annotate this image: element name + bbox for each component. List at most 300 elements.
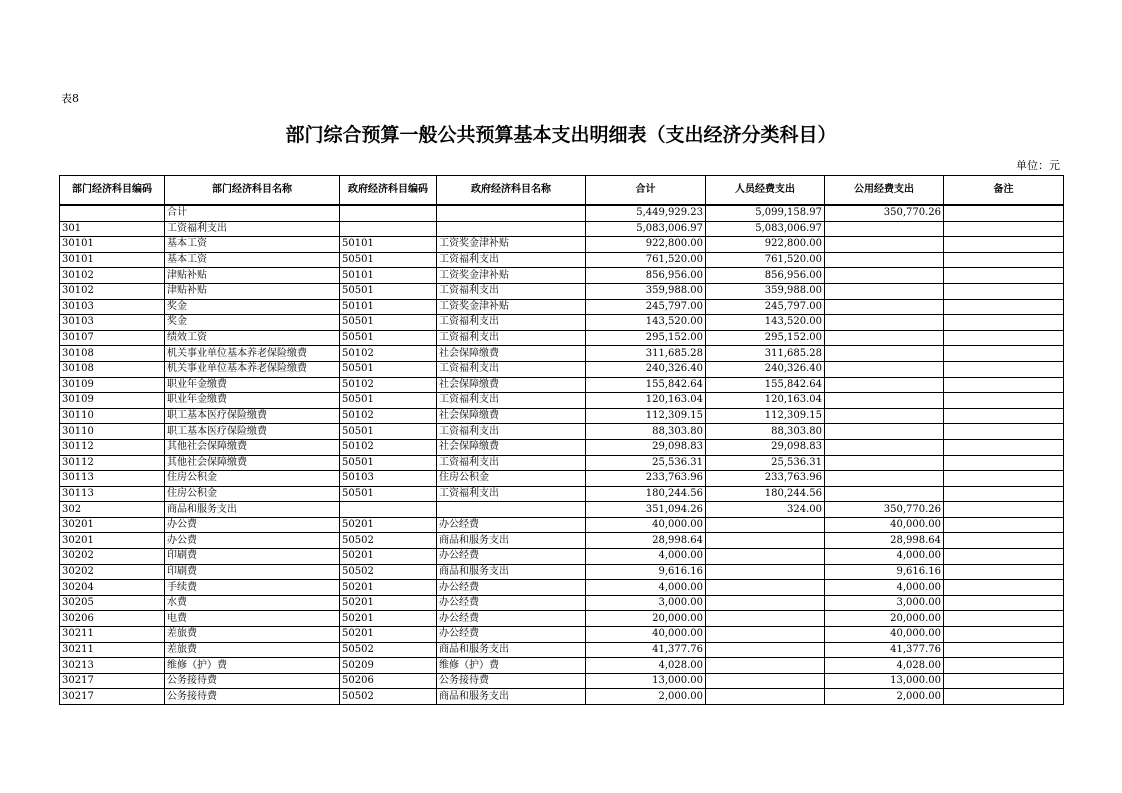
table-row: [60, 252, 1064, 268]
table-row: [60, 408, 1064, 424]
cell-dept-name: 其他社会保障缴费: [165, 439, 340, 455]
cell-gov-name: [437, 221, 586, 237]
col-header-personnel: 人员经费支出: [706, 176, 825, 206]
cell-note: [944, 502, 1064, 518]
cell-dept-code: 30201: [60, 517, 165, 533]
cell-public: 40,000.00: [825, 627, 944, 643]
cell-dept-name: 工资福利支出: [165, 221, 340, 237]
cell-gov-name: 办公经费: [437, 549, 586, 565]
page-title: 部门综合预算一般公共预算基本支出明细表（支出经济分类科目）: [285, 124, 837, 146]
cell-dept-name: 水费: [165, 595, 340, 611]
cell-total: 112,309.15: [586, 408, 706, 424]
cell-public: 350,770.26: [825, 205, 944, 221]
cell-dept-name: 机关事业单位基本养老保险缴费: [165, 346, 340, 362]
cell-public: [825, 455, 944, 471]
cell-dept-code: 30112: [60, 455, 165, 471]
cell-gov-code: 50102: [340, 346, 437, 362]
cell-dept-code: 30107: [60, 330, 165, 346]
table-row: [60, 486, 1064, 502]
cell-dept-code: 30204: [60, 580, 165, 596]
cell-gov-name: 办公经费: [437, 595, 586, 611]
cell-gov-name: [437, 205, 586, 221]
cell-gov-name: 工资奖金津补贴: [437, 268, 586, 284]
cell-dept-code: 30103: [60, 315, 165, 331]
cell-total: 4,028.00: [586, 658, 706, 674]
cell-public: [825, 377, 944, 393]
cell-gov-name: 工资福利支出: [437, 252, 586, 268]
cell-personnel: 88,303.80: [706, 424, 825, 440]
cell-dept-name: 公务接待费: [165, 689, 340, 705]
cell-note: [944, 377, 1064, 393]
cell-dept-name: 印刷费: [165, 549, 340, 565]
table-row: [60, 455, 1064, 471]
cell-note: [944, 455, 1064, 471]
col-header-total: 合计: [586, 176, 706, 206]
cell-note: [944, 627, 1064, 643]
cell-gov-name: 办公经费: [437, 580, 586, 596]
cell-note: [944, 361, 1064, 377]
cell-gov-name: 商品和服务支出: [437, 564, 586, 580]
cell-dept-code: 30108: [60, 361, 165, 377]
cell-gov-code: [340, 502, 437, 518]
cell-public: [825, 283, 944, 299]
table-row: [60, 673, 1064, 689]
col-header-note: 备注: [944, 176, 1064, 206]
cell-total: 28,998.64: [586, 533, 706, 549]
cell-total: 240,326.40: [586, 361, 706, 377]
cell-gov-code: [340, 221, 437, 237]
cell-dept-name: 差旅费: [165, 627, 340, 643]
cell-personnel: 120,163.04: [706, 393, 825, 409]
cell-total: 3,000.00: [586, 595, 706, 611]
cell-gov-code: 50502: [340, 564, 437, 580]
cell-dept-code: 30202: [60, 564, 165, 580]
cell-public: [825, 408, 944, 424]
cell-public: 3,000.00: [825, 595, 944, 611]
cell-gov-name: 工资奖金津补贴: [437, 237, 586, 253]
cell-gov-code: 50501: [340, 283, 437, 299]
cell-gov-code: 50501: [340, 455, 437, 471]
cell-gov-code: 50102: [340, 439, 437, 455]
cell-note: [944, 439, 1064, 455]
cell-gov-name: 社会保障缴费: [437, 377, 586, 393]
cell-public: 20,000.00: [825, 611, 944, 627]
cell-total: 5,083,006.97: [586, 221, 706, 237]
table-row: [60, 439, 1064, 455]
cell-dept-code: 30211: [60, 642, 165, 658]
cell-personnel: 25,536.31: [706, 455, 825, 471]
cell-dept-code: 30205: [60, 595, 165, 611]
cell-gov-code: [340, 205, 437, 221]
cell-note: [944, 689, 1064, 705]
cell-dept-code: 301: [60, 221, 165, 237]
table-row: [60, 595, 1064, 611]
cell-note: [944, 658, 1064, 674]
cell-gov-code: 50103: [340, 471, 437, 487]
col-header-gov-code: 政府经济科目编码: [340, 176, 437, 206]
cell-total: 4,000.00: [586, 549, 706, 565]
cell-gov-name: 住房公积金: [437, 471, 586, 487]
table-row: [60, 221, 1064, 237]
cell-dept-code: [60, 205, 165, 221]
cell-gov-name: 维修（护）费: [437, 658, 586, 674]
table-row: [60, 658, 1064, 674]
cell-note: [944, 268, 1064, 284]
cell-public: [825, 346, 944, 362]
cell-dept-name: 印刷费: [165, 564, 340, 580]
cell-personnel: [706, 580, 825, 596]
cell-public: 4,000.00: [825, 580, 944, 596]
cell-personnel: 324.00: [706, 502, 825, 518]
cell-public: 41,377.76: [825, 642, 944, 658]
table-row: [60, 393, 1064, 409]
cell-public: 4,028.00: [825, 658, 944, 674]
cell-total: 5,449,929.23: [586, 205, 706, 221]
cell-gov-name: 办公经费: [437, 627, 586, 643]
cell-total: 9,616.16: [586, 564, 706, 580]
cell-gov-name: 办公经费: [437, 611, 586, 627]
table-row: [60, 517, 1064, 533]
table-row: [60, 549, 1064, 565]
cell-dept-name: 住房公积金: [165, 486, 340, 502]
cell-gov-name: 商品和服务支出: [437, 642, 586, 658]
cell-gov-code: 50201: [340, 627, 437, 643]
cell-gov-code: 50501: [340, 252, 437, 268]
cell-dept-code: 30213: [60, 658, 165, 674]
cell-dept-name: 维修（护）费: [165, 658, 340, 674]
cell-note: [944, 315, 1064, 331]
cell-public: [825, 330, 944, 346]
cell-personnel: 856,956.00: [706, 268, 825, 284]
cell-dept-name: 职业年金缴费: [165, 377, 340, 393]
cell-gov-name: 公务接待费: [437, 673, 586, 689]
table-row: [60, 424, 1064, 440]
cell-note: [944, 486, 1064, 502]
cell-public: 9,616.16: [825, 564, 944, 580]
cell-dept-code: 30217: [60, 689, 165, 705]
table-row: [60, 627, 1064, 643]
cell-gov-code: 50201: [340, 595, 437, 611]
cell-dept-name: 住房公积金: [165, 471, 340, 487]
table-row: [60, 268, 1064, 284]
cell-gov-code: 50102: [340, 377, 437, 393]
cell-dept-code: 30110: [60, 408, 165, 424]
cell-personnel: 29,098.83: [706, 439, 825, 455]
cell-dept-code: 30109: [60, 377, 165, 393]
cell-personnel: 245,797.00: [706, 299, 825, 315]
cell-gov-code: 50501: [340, 424, 437, 440]
cell-dept-code: 30101: [60, 252, 165, 268]
cell-gov-code: 50501: [340, 393, 437, 409]
cell-total: 245,797.00: [586, 299, 706, 315]
cell-dept-name: 其他社会保障缴费: [165, 455, 340, 471]
cell-personnel: 359,988.00: [706, 283, 825, 299]
cell-personnel: [706, 658, 825, 674]
cell-gov-code: 50501: [340, 330, 437, 346]
cell-public: 2,000.00: [825, 689, 944, 705]
cell-personnel: 180,244.56: [706, 486, 825, 502]
cell-dept-code: 302: [60, 502, 165, 518]
cell-gov-name: 办公经费: [437, 517, 586, 533]
cell-note: [944, 221, 1064, 237]
cell-note: [944, 642, 1064, 658]
cell-personnel: 5,099,158.97: [706, 205, 825, 221]
table-row: [60, 689, 1064, 705]
table-row: [60, 299, 1064, 315]
cell-dept-name: 基本工资: [165, 252, 340, 268]
cell-dept-name: 差旅费: [165, 642, 340, 658]
cell-note: [944, 408, 1064, 424]
cell-gov-code: 50206: [340, 673, 437, 689]
cell-personnel: 761,520.00: [706, 252, 825, 268]
cell-note: [944, 673, 1064, 689]
cell-gov-code: 50101: [340, 268, 437, 284]
table-row: [60, 377, 1064, 393]
cell-total: 922,800.00: [586, 237, 706, 253]
cell-dept-name: 津贴补贴: [165, 268, 340, 284]
cell-personnel: 143,520.00: [706, 315, 825, 331]
cell-dept-name: 职业年金缴费: [165, 393, 340, 409]
cell-gov-name: 工资福利支出: [437, 283, 586, 299]
cell-gov-name: 工资福利支出: [437, 361, 586, 377]
cell-public: [825, 439, 944, 455]
cell-personnel: 5,083,006.97: [706, 221, 825, 237]
table-row: [60, 471, 1064, 487]
cell-dept-code: 30202: [60, 549, 165, 565]
cell-note: [944, 346, 1064, 362]
table-row: [60, 315, 1064, 331]
cell-dept-code: 30113: [60, 486, 165, 502]
table-row: [60, 330, 1064, 346]
cell-note: [944, 471, 1064, 487]
cell-gov-code: 50501: [340, 361, 437, 377]
cell-total: 13,000.00: [586, 673, 706, 689]
cell-dept-code: 30211: [60, 627, 165, 643]
cell-gov-code: 50501: [340, 315, 437, 331]
table-number: 表8: [61, 92, 79, 105]
cell-public: [825, 471, 944, 487]
table-body: [60, 205, 1064, 705]
cell-dept-name: 手续费: [165, 580, 340, 596]
table-row: [60, 361, 1064, 377]
cell-personnel: [706, 533, 825, 549]
cell-personnel: [706, 689, 825, 705]
cell-dept-name: 商品和服务支出: [165, 502, 340, 518]
cell-dept-code: 30206: [60, 611, 165, 627]
cell-public: [825, 221, 944, 237]
cell-public: 40,000.00: [825, 517, 944, 533]
cell-total: 25,536.31: [586, 455, 706, 471]
cell-public: [825, 361, 944, 377]
cell-dept-name: 职工基本医疗保险缴费: [165, 424, 340, 440]
cell-note: [944, 533, 1064, 549]
cell-public: [825, 252, 944, 268]
cell-gov-name: 工资福利支出: [437, 315, 586, 331]
cell-total: 20,000.00: [586, 611, 706, 627]
cell-total: 856,956.00: [586, 268, 706, 284]
cell-note: [944, 237, 1064, 253]
cell-note: [944, 517, 1064, 533]
cell-note: [944, 424, 1064, 440]
cell-note: [944, 205, 1064, 221]
cell-personnel: [706, 642, 825, 658]
cell-total: 761,520.00: [586, 252, 706, 268]
cell-dept-name: 办公费: [165, 517, 340, 533]
cell-gov-code: 50102: [340, 408, 437, 424]
cell-dept-code: 30108: [60, 346, 165, 362]
cell-gov-code: 50209: [340, 658, 437, 674]
cell-dept-name: 机关事业单位基本养老保险缴费: [165, 361, 340, 377]
cell-dept-name: 电费: [165, 611, 340, 627]
cell-dept-code: 30101: [60, 237, 165, 253]
cell-public: 13,000.00: [825, 673, 944, 689]
cell-personnel: [706, 595, 825, 611]
cell-total: 295,152.00: [586, 330, 706, 346]
cell-total: 40,000.00: [586, 627, 706, 643]
cell-dept-name: 基本工资: [165, 237, 340, 253]
cell-personnel: 155,842.64: [706, 377, 825, 393]
cell-dept-code: 30109: [60, 393, 165, 409]
cell-personnel: [706, 627, 825, 643]
table-row: [60, 283, 1064, 299]
cell-total: 2,000.00: [586, 689, 706, 705]
cell-gov-code: 50502: [340, 642, 437, 658]
cell-personnel: 922,800.00: [706, 237, 825, 253]
table-row: [60, 611, 1064, 627]
cell-personnel: 233,763.96: [706, 471, 825, 487]
cell-note: [944, 252, 1064, 268]
cell-personnel: [706, 549, 825, 565]
cell-note: [944, 330, 1064, 346]
cell-personnel: [706, 673, 825, 689]
cell-dept-code: 30217: [60, 673, 165, 689]
cell-gov-name: 商品和服务支出: [437, 689, 586, 705]
cell-total: 40,000.00: [586, 517, 706, 533]
col-header-gov-name: 政府经济科目名称: [437, 176, 586, 206]
cell-gov-code: 50201: [340, 549, 437, 565]
cell-public: [825, 299, 944, 315]
cell-total: 143,520.00: [586, 315, 706, 331]
cell-note: [944, 299, 1064, 315]
unit-label: 单位：元: [1016, 159, 1060, 172]
table-row: [60, 580, 1064, 596]
cell-public: [825, 424, 944, 440]
table-row: [60, 642, 1064, 658]
cell-total: 180,244.56: [586, 486, 706, 502]
cell-total: 41,377.76: [586, 642, 706, 658]
cell-note: [944, 283, 1064, 299]
cell-note: [944, 564, 1064, 580]
cell-personnel: [706, 517, 825, 533]
cell-gov-code: 50502: [340, 533, 437, 549]
cell-gov-code: 50201: [340, 517, 437, 533]
cell-dept-code: 30102: [60, 283, 165, 299]
cell-gov-name: [437, 502, 586, 518]
cell-gov-code: 50201: [340, 580, 437, 596]
cell-note: [944, 393, 1064, 409]
cell-personnel: 295,152.00: [706, 330, 825, 346]
cell-gov-code: 50101: [340, 299, 437, 315]
cell-personnel: [706, 564, 825, 580]
cell-dept-name: 办公费: [165, 533, 340, 549]
cell-public: [825, 486, 944, 502]
cell-dept-code: 30102: [60, 268, 165, 284]
cell-dept-code: 30103: [60, 299, 165, 315]
cell-gov-name: 社会保障缴费: [437, 408, 586, 424]
cell-total: 155,842.64: [586, 377, 706, 393]
cell-dept-name: 职工基本医疗保险缴费: [165, 408, 340, 424]
table-row: [60, 205, 1064, 221]
cell-gov-name: 社会保障缴费: [437, 439, 586, 455]
cell-public: 28,998.64: [825, 533, 944, 549]
cell-dept-code: 30201: [60, 533, 165, 549]
cell-gov-code: 50502: [340, 689, 437, 705]
cell-gov-name: 工资福利支出: [437, 486, 586, 502]
table-row: [60, 502, 1064, 518]
cell-dept-code: 30112: [60, 439, 165, 455]
cell-note: [944, 595, 1064, 611]
cell-dept-code: 30110: [60, 424, 165, 440]
cell-gov-name: 社会保障缴费: [437, 346, 586, 362]
cell-gov-name: 工资福利支出: [437, 330, 586, 346]
cell-gov-code: 50201: [340, 611, 437, 627]
cell-gov-code: 50501: [340, 486, 437, 502]
cell-dept-name: 绩效工资: [165, 330, 340, 346]
cell-total: 359,988.00: [586, 283, 706, 299]
cell-gov-name: 工资奖金津补贴: [437, 299, 586, 315]
cell-personnel: 240,326.40: [706, 361, 825, 377]
cell-dept-name: 公务接待费: [165, 673, 340, 689]
cell-gov-name: 商品和服务支出: [437, 533, 586, 549]
cell-public: [825, 315, 944, 331]
cell-personnel: 311,685.28: [706, 346, 825, 362]
cell-public: 350,770.26: [825, 502, 944, 518]
cell-note: [944, 611, 1064, 627]
cell-dept-name: 奖金: [165, 315, 340, 331]
table-row: [60, 346, 1064, 362]
col-header-dept-name: 部门经济科目名称: [165, 176, 340, 206]
table-row: [60, 533, 1064, 549]
cell-note: [944, 580, 1064, 596]
cell-total: 120,163.04: [586, 393, 706, 409]
cell-public: [825, 393, 944, 409]
table-row: [60, 237, 1064, 253]
cell-public: 4,000.00: [825, 549, 944, 565]
cell-total: 351,094.26: [586, 502, 706, 518]
cell-dept-code: 30113: [60, 471, 165, 487]
cell-total: 4,000.00: [586, 580, 706, 596]
cell-dept-name: 奖金: [165, 299, 340, 315]
cell-gov-name: 工资福利支出: [437, 455, 586, 471]
cell-dept-name: 合计: [165, 205, 340, 221]
cell-total: 311,685.28: [586, 346, 706, 362]
cell-public: [825, 237, 944, 253]
expenditure-table: [59, 175, 1064, 705]
cell-public: [825, 268, 944, 284]
table-row: [60, 564, 1064, 580]
table-header-row: [60, 176, 1064, 206]
cell-personnel: [706, 611, 825, 627]
cell-note: [944, 549, 1064, 565]
cell-total: 29,098.83: [586, 439, 706, 455]
cell-dept-name: 津贴补贴: [165, 283, 340, 299]
cell-personnel: 112,309.15: [706, 408, 825, 424]
cell-gov-name: 工资福利支出: [437, 424, 586, 440]
cell-gov-name: 工资福利支出: [437, 393, 586, 409]
col-header-public: 公用经费支出: [825, 176, 944, 206]
cell-gov-code: 50101: [340, 237, 437, 253]
col-header-dept-code: 部门经济科目编码: [60, 176, 165, 206]
